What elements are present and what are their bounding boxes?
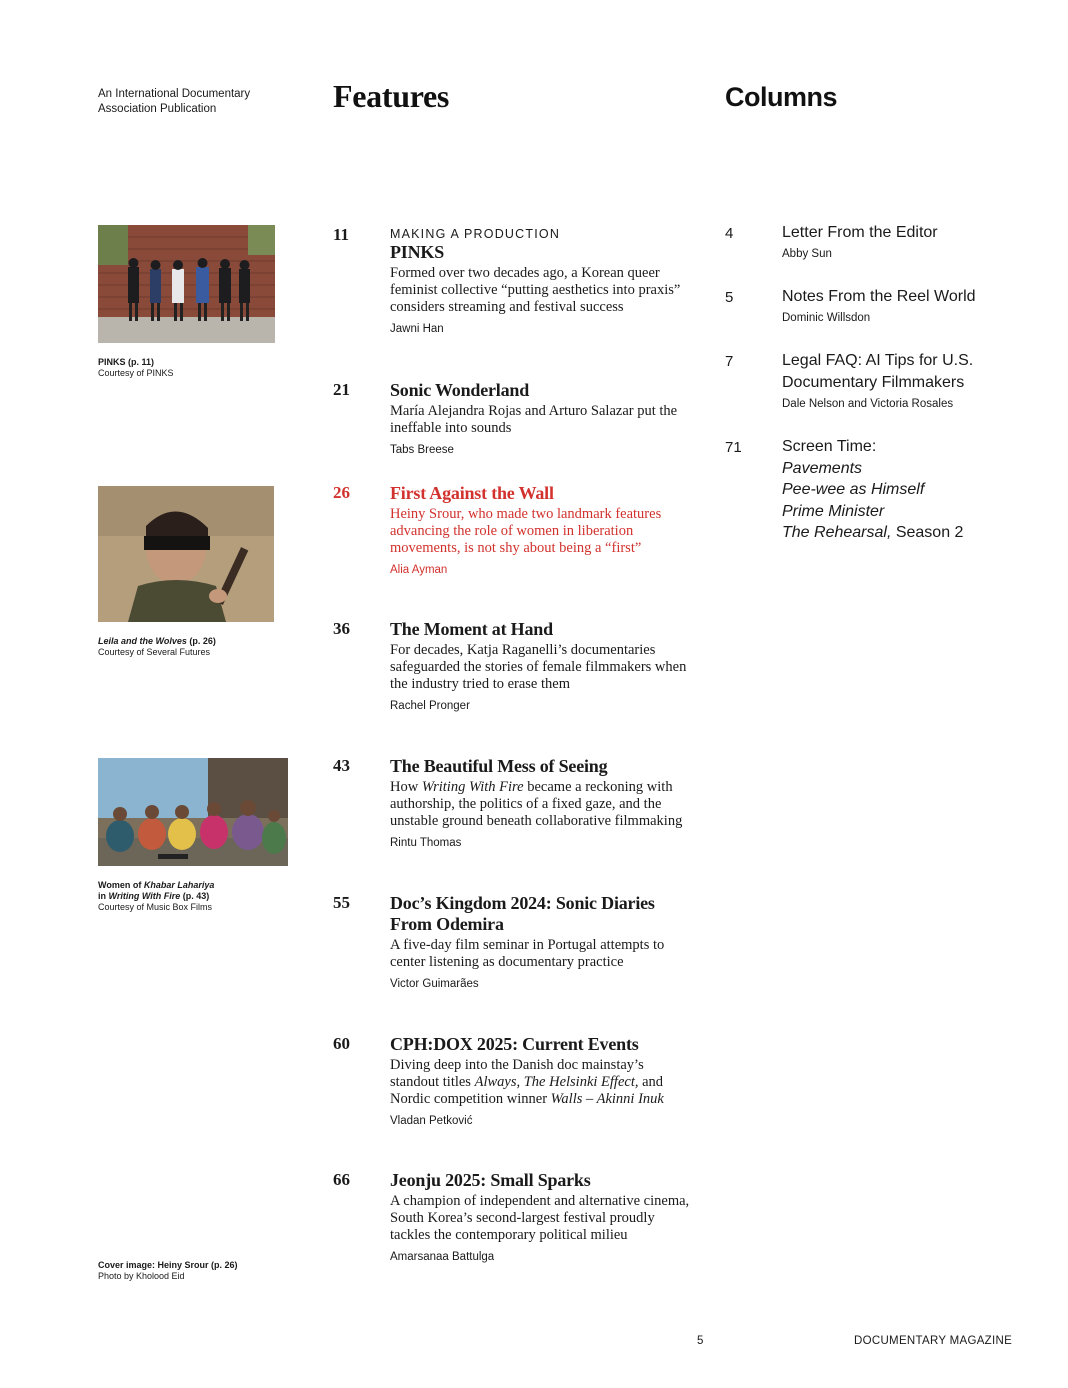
feature-description: Formed over two decades ago, a Korean queer feminist collective “putting aesthetics into praxis” considers streaming and festival success	[390, 265, 681, 315]
feature-page-number: 43	[333, 756, 350, 775]
writing-with-fire-photo[interactable]	[98, 758, 288, 866]
feature-title: Doc’s Kingdom 2024: Sonic Diaries From Odemira	[390, 893, 655, 934]
screen-time-item: Pee-wee as Himself	[782, 481, 925, 498]
writing-with-fire-caption: Women of Khabar Lahariya in Writing With Fire (p. 43) Courtesy of Music Box Films	[98, 880, 215, 912]
feature-description: For decades, Katja Raganelli’s documentaries safeguarded the stories of female filmmakers when the industry tried to erase them	[390, 642, 687, 692]
feature-author: Victor Guimarães	[390, 978, 479, 990]
column-page-number: 5	[725, 289, 734, 306]
feature-description: A five-day film seminar in Portugal attempts to center listening as documentary practice	[390, 937, 665, 970]
column-title: Screen Time:	[782, 438, 877, 455]
column-author: Dominic Willsdon	[782, 312, 871, 324]
columns-heading: Columns	[725, 82, 838, 112]
feature-page-number: 26	[333, 483, 350, 502]
column-page-number: 7	[725, 353, 734, 370]
feature-page-number: 11	[333, 225, 350, 244]
feature-author: Vladan Petković	[390, 1115, 473, 1127]
leila-caption: Leila and the Wolves (p. 26) Courtesy of Several Futures	[98, 636, 216, 657]
feature-description: How Writing With Fire became a reckoning with authorship, the politics of a fixed gaze, and the unstable ground beneath collaborative filmmaking	[390, 779, 683, 829]
feature-page-number: 36	[333, 619, 350, 638]
column-title: Letter From the Editor	[782, 224, 938, 241]
feature-title: The Moment at Hand	[390, 619, 553, 639]
features-heading: Features	[333, 78, 450, 114]
feature-page-number: 55	[333, 893, 350, 912]
screen-time-item: Pavements	[782, 459, 863, 477]
feature-author: Tabs Breese	[390, 444, 454, 456]
column-title: Legal FAQ: AI Tips for U.S. Documentary Filmmakers	[782, 352, 974, 391]
feature-author: Alia Ayman	[390, 564, 448, 576]
pinks-caption: PINKS (p. 11) Courtesy of PINKS	[98, 357, 174, 378]
leila-photo[interactable]	[98, 486, 274, 622]
feature-title: The Beautiful Mess of Seeing	[390, 756, 608, 776]
feature-author: Rintu Thomas	[390, 837, 462, 849]
pinks-photo[interactable]	[98, 225, 275, 343]
feature-description: María Alejandra Rojas and Arturo Salazar put the ineffable into sounds	[390, 403, 678, 436]
footer-page-number: 5	[697, 1335, 704, 1347]
column-author: Dale Nelson and Victoria Rosales	[782, 398, 954, 410]
feature-title: PINKS	[390, 242, 445, 262]
screen-time-item: The Rehearsal, Season 2	[782, 524, 964, 541]
feature-author: Amarsanaa Battulga	[390, 1251, 495, 1263]
feature-author: Jawni Han	[390, 323, 444, 335]
feature-page-number: 21	[333, 380, 350, 399]
column-author: Abby Sun	[782, 248, 832, 260]
cover-caption: Cover image: Heiny Srour (p. 26) Photo by Kholood Eid	[98, 1260, 238, 1281]
column-page-number: 4	[725, 225, 734, 242]
screen-time-item: Prime Minister	[782, 502, 885, 520]
feature-page-number: 66	[333, 1170, 350, 1189]
feature-title: Sonic Wonderland	[390, 380, 530, 400]
feature-page-number: 60	[333, 1034, 350, 1053]
feature-description: Heiny Srour, who made two landmark features advancing the role of women in liberation movements, is not shy about being a “first”	[390, 506, 662, 556]
feature-description: Diving deep into the Danish doc mainstay’s standout titles Always, The Helsinki Effect, and Nordic competition winner Walls – Akinni Inuk	[390, 1057, 664, 1107]
feature-title: First Against the Wall	[390, 483, 554, 503]
feature-author: Rachel Pronger	[390, 700, 470, 712]
column-page-number: 71	[725, 439, 742, 456]
feature-title: Jeonju 2025: Small Sparks	[390, 1170, 591, 1190]
feature-title: CPH:DOX 2025: Current Events	[390, 1034, 639, 1054]
footer-magazine-name: DOCUMENTARY MAGAZINE	[854, 1335, 1013, 1347]
column-title: Notes From the Reel World	[782, 288, 976, 305]
publication-line: An International Documentary Association Publication	[98, 88, 251, 115]
feature-description: A champion of independent and alternative cinema, South Korea’s second-largest festival proudly tackles the contemporary political milieu	[390, 1193, 690, 1243]
feature-kicker: MAKING A PRODUCTION	[390, 227, 561, 241]
